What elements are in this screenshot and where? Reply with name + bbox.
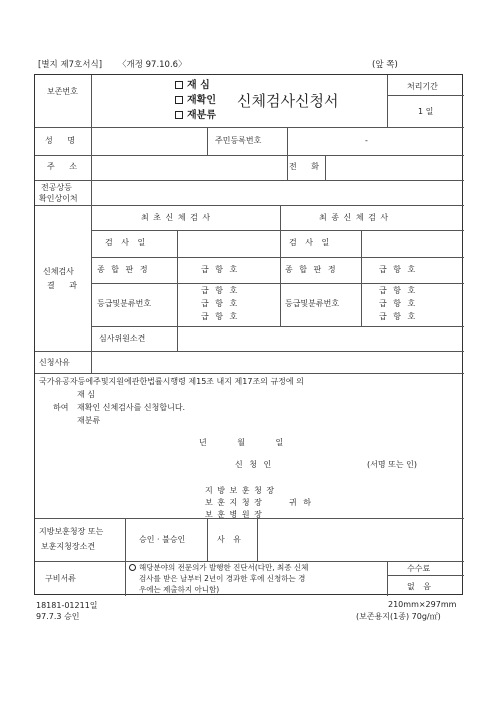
option-reconfirm[interactable]: 재확인 (175, 96, 216, 106)
page-title: 신체검사신청서 (237, 92, 339, 110)
revision-note: 〈개정 97.10.6〉 (118, 60, 187, 70)
page-side: (앞 쪽) (372, 60, 398, 70)
circle-bullet-icon (129, 564, 136, 571)
form-number: [별지 제7호서식] (38, 60, 103, 70)
option-reclassify[interactable]: 재분류 (175, 111, 216, 121)
committee-opinion-label: 심사위원소견 (99, 334, 146, 343)
preservation-number-label: 보존번호 (47, 87, 78, 96)
approval-label-line2: 보훈지청장소견 (41, 542, 96, 551)
first-exam-date-label: 검 사 일 (105, 238, 149, 247)
last-grade-line2: 급 항 호 (379, 299, 418, 308)
approval-reason-field[interactable] (261, 521, 461, 558)
name-field[interactable] (95, 131, 203, 151)
first-overall-grade: 급 항 호 (201, 265, 240, 274)
last-grade-class-label: 등급및분류번호 (285, 299, 340, 308)
rrn-field[interactable] (291, 131, 461, 151)
date-line: 년 월 일 (199, 438, 284, 447)
processing-period-value: 1 일 (418, 107, 434, 116)
approval-reason-label: 사 유 (217, 535, 244, 544)
approve-reject-label: 승인 · 불승인 (139, 535, 186, 544)
exam-result-label-line1: 신체검사 (43, 267, 74, 276)
application-form (34, 74, 463, 595)
processing-period-label: 처리기간 (407, 82, 438, 91)
recipient-regional-office: 지 방 보 훈 청 장 (205, 486, 276, 495)
approval-label-line1: 지방보훈청장 또는 (39, 527, 104, 536)
name-label: 성 명 (45, 136, 81, 145)
statement-opt1: 재 심 (77, 390, 95, 399)
first-exam-date-field[interactable] (181, 233, 277, 254)
last-grade-line1: 급 항 호 (379, 286, 418, 295)
documents-item-line3: 우에는 제출하지 아니함) (139, 585, 220, 594)
checkbox-icon (175, 81, 183, 89)
recipient-hospital: 보 훈 병 원 장 (205, 510, 263, 519)
fee-value: 없 음 (407, 582, 434, 591)
footer-code: 18181-01211일 (36, 601, 98, 610)
reason-field[interactable] (83, 354, 461, 371)
applicant-label: 신 청 인 (235, 460, 274, 469)
statement-prefix: 하여 (53, 403, 69, 412)
address-label: 주 소 (47, 162, 83, 171)
merit-label-line1: 전공상등 (41, 183, 72, 192)
first-grade-class-label: 등급및분류번호 (97, 299, 152, 308)
last-grade-line3: 급 항 호 (379, 312, 418, 321)
checkbox-icon (175, 111, 183, 119)
committee-opinion-field[interactable] (181, 329, 461, 349)
checkbox-icon (175, 96, 183, 104)
fee-label: 수수료 (407, 564, 431, 573)
phone-field[interactable] (329, 158, 461, 178)
merit-field[interactable] (95, 183, 461, 203)
statement-line1: 국가유공자등에주및지원에관한법률시행령 제15조 내지 제17조의 규정에 의 (39, 377, 304, 386)
footer-approved: 97.7.3 승인 (36, 612, 80, 621)
statement-opt2: 재확인 신체검사를 신청합니다. (77, 403, 186, 412)
first-overall-label: 종 합 판 정 (97, 265, 150, 274)
last-exam-date-field[interactable] (365, 233, 461, 254)
recipient-branch-office: 보 훈 지 청 장 (205, 498, 263, 507)
rrn-separator: - (365, 136, 368, 145)
address-field[interactable] (95, 158, 283, 178)
rrn-label: 주민등록번호 (215, 136, 262, 145)
first-grade-line1: 급 항 호 (201, 286, 240, 295)
signature-note: (서명 또는 인) (367, 460, 417, 469)
footer-paper-type: (보존용지(1종) 70g/㎡) (356, 612, 441, 621)
merit-label-line2: 확인상이처 (39, 194, 78, 203)
last-overall-label: 종 합 판 정 (285, 265, 338, 274)
recipient-suffix: 귀 하 (289, 498, 313, 507)
last-exam-header: 최 종 신 체 검 사 (319, 213, 390, 222)
footer-paper-size: 210mm×297mm (388, 600, 457, 609)
reason-label: 신청사유 (39, 358, 70, 367)
first-exam-header: 최 초 신 체 검 사 (141, 213, 212, 222)
documents-item-line2: 검사를 받은 날부터 2년이 경과한 후에 신청하는 경 (139, 574, 306, 583)
statement-opt3: 재분류 (77, 416, 101, 425)
documents-item-line1: 해당분야의 전문의가 발행한 진단서(다만, 최종 신체 (129, 564, 308, 572)
option-reexam[interactable]: 재 심 (175, 81, 210, 91)
exam-result-label-line2: 결 과 (47, 281, 83, 290)
first-grade-line3: 급 항 호 (201, 312, 240, 321)
phone-label: 전 화 (289, 162, 325, 171)
last-overall-grade: 급 항 호 (379, 265, 418, 274)
documents-label: 구비서류 (45, 574, 76, 583)
first-grade-line2: 급 항 호 (201, 299, 240, 308)
last-exam-date-label: 검 사 일 (289, 238, 333, 247)
